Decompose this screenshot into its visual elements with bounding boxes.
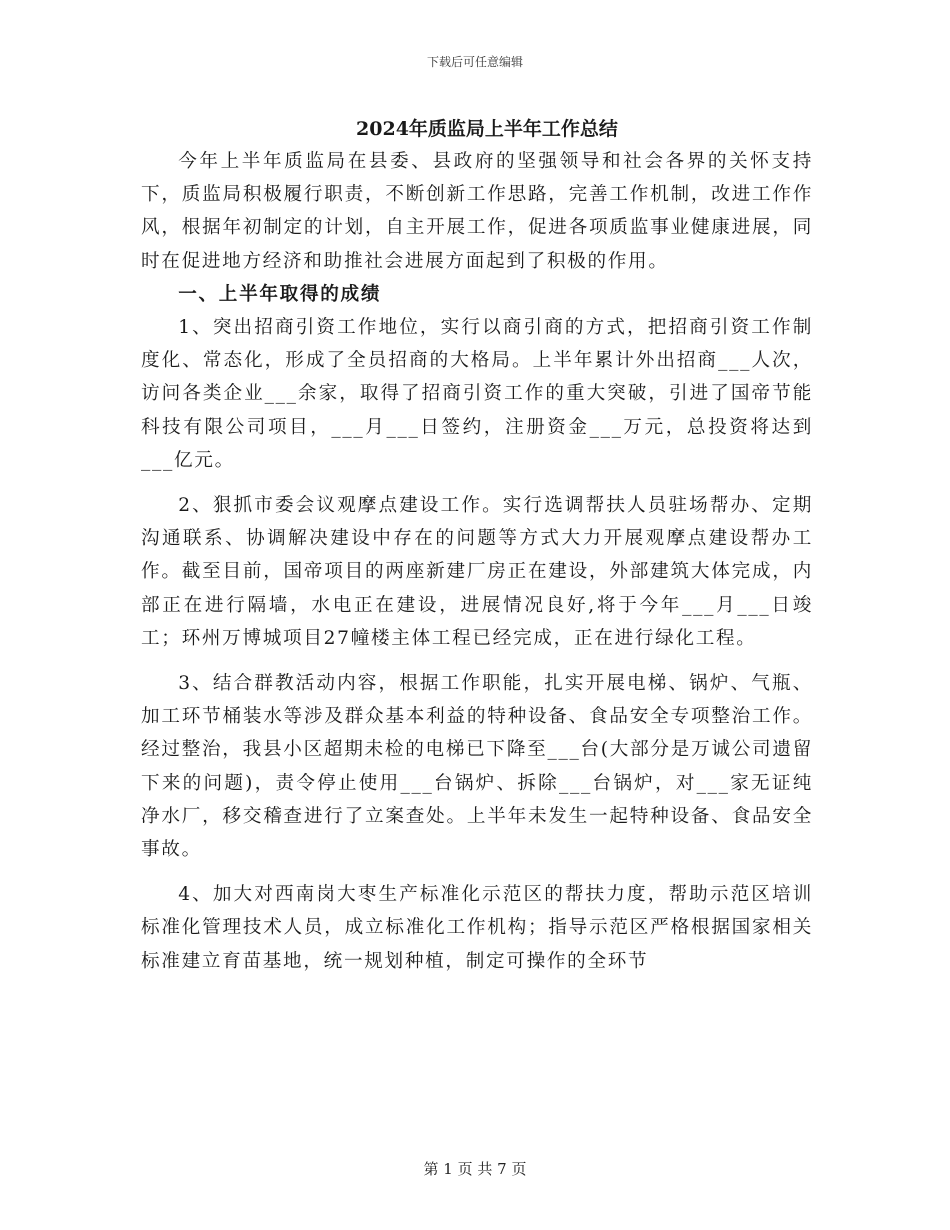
document-body [141,113,813,978]
page-number: 第 1 页 共 7 页 [423,1160,527,1178]
section-heading: 一、上半年取得的成绩 [178,283,382,305]
intro-paragraph: 今年上半年质监局在县委、县政府的坚强领导和社会各界的关怀支持下，质监局积极履行职责，不断创新工作思路，完善工作机制，改进工作作风，根据年初制定的计划，自主开展工作，促进各项质监事业健康进展，同时在促进地方经济和助推社会进展方面起到了积极的作用。 [141,151,813,272]
list-item: 1、突出招商引资工作地位，实行以商引商的方式，把招商引资工作制度化、常态化，形成了全员招商的大格局。上半年累计外出招商___人次，访问各类企业___余家，取得了招商引资工作的重大突破，引进了国帝节能科技有限公司项目，___月___日签约，注册资金___万元，总投资将达到___亿元。 [141,317,813,471]
list-item: 2、狠抓市委会议观摩点建设工作。实行选调帮扶人员驻场帮办、定期沟通联系、协调解决建设中存在的问题等方式大力开展观摩点建设帮办工作。截至目前，国帝项目的两座新建厂房正在建设，外部建筑大体完成，内部正在进行隔墙，水电正在建设，进展情况良好,将于今年___月___日竣工；环州万博城项目27幢楼主体工程已经完成，正在进行绿化工程。 [141,495,813,649]
document-title: 2024年质监局上半年工作总结 [356,118,618,140]
list-item: 4、加大对西南岗大枣生产标准化示范区的帮扶力度，帮助示范区培训标准化管理技术人员，成立标准化工作机构；指导示范区严格根据国家相关标准建立育苗基地，统一规划种植，制定可操作的全环节 [141,884,813,972]
list-item: 3、结合群教活动内容，根据工作职能，扎实开展电梯、锅炉、气瓶、加工环节桶装水等涉及群众基本利益的特种设备、食品安全专项整治工作。经过整治，我县小区超期未检的电梯已下降至___台(大部分是万诚公司遗留下来的问题)，责令停止使用___台锅炉、拆除___台锅炉，对___家无证纯净水厂，移交稽查进行了立案查处。上半年未发生一起特种设备、食品安全事故。 [141,673,813,861]
header-note: 下载后可任意编辑 [426,55,523,69]
